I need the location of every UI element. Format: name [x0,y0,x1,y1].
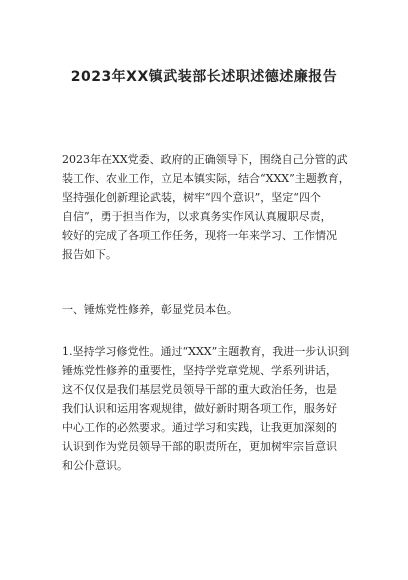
text-line: 和公仆意识。 [62,459,128,472]
text-line: 自信”，勇于担当作为，以求真务实作风认真履职尽责， [62,210,332,223]
text-line: 我们认识和运用客观规律，做好新时期各项工作，服务好 [62,402,337,415]
section-heading [62,300,350,319]
document-title: 2023年XX镇武装部长述职述德述廉报告 [70,69,338,85]
text-line: 较好的完成了各项工作任务，现将一年来学习、工作情况 [62,229,337,242]
paragraph-study [62,342,350,475]
text-line: 锤炼党性修养的重要性，坚持学党章党规、学系列讲话， [62,364,337,377]
text-line: 认识到作为党员领导干部的职责所在，更加树牢宗旨意识 [62,440,337,453]
text-line: 装工作、农业工作，立足本镇实际，结合“XXX”主题教育， [62,172,350,185]
text-line: 中心工作的必然要求。通过学习和实践，让我更加深刻的 [62,421,337,434]
text-line: 报告如下。 [62,248,117,261]
text-line: 坚持强化创新理论武装，树牢“四个意识”，坚定“四个 [62,191,321,204]
text-line: 1.坚持学习修党性。通过“XXX”主题教育，我进一步认识到 [62,345,350,358]
paragraph-intro [62,150,350,264]
text-line: 2023年在XX党委、政府的正确领导下，围绕自己分管的武 [62,153,348,166]
text-line: 这不仅仅是我们基层党员领导干部的重大政治任务，也是 [62,383,337,396]
text-line: 一、锤炼党性修养，彰显党员本色。 [62,303,238,316]
